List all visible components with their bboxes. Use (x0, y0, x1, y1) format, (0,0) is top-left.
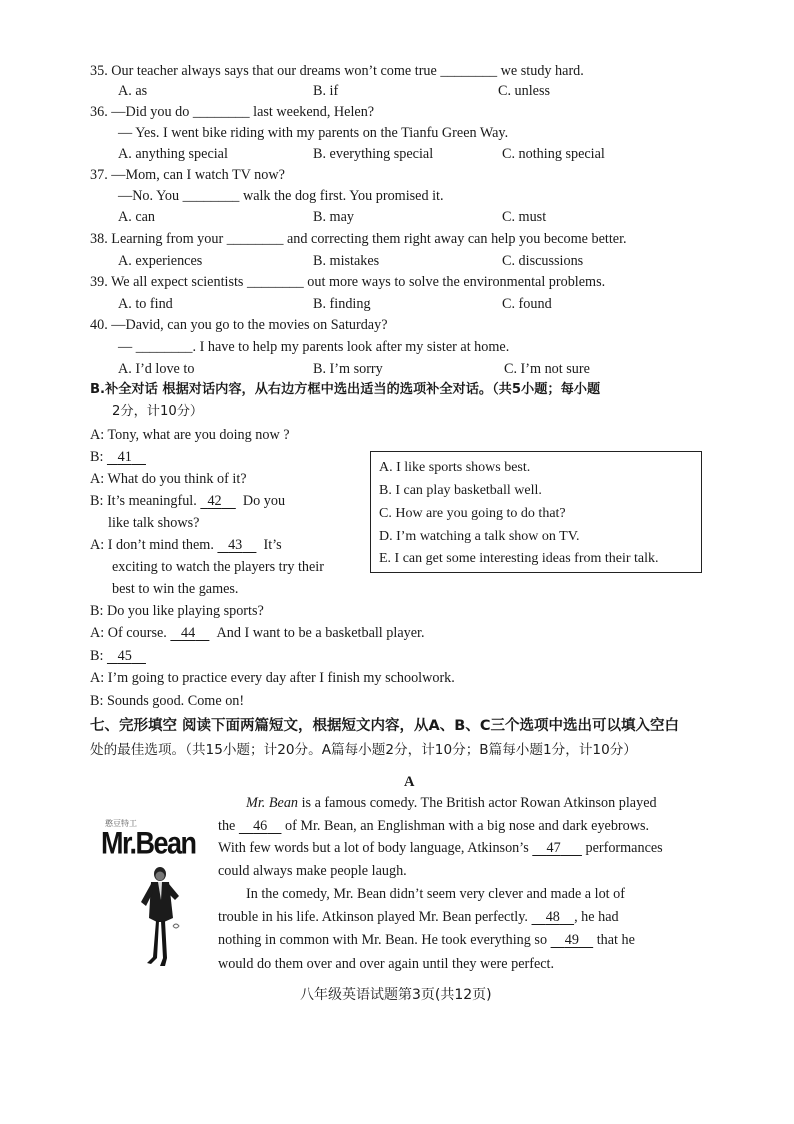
title-italic-mr-bean: Mr. Bean (246, 795, 299, 811)
passage-a-p2-line3 (218, 931, 635, 949)
blank-48 (532, 909, 575, 925)
q35-option-c: C. unless (498, 83, 551, 99)
q36-option-b: B. everything special (313, 146, 434, 162)
q35-option-a: A. as (118, 83, 148, 99)
p2-line2-rest: , he had (574, 909, 619, 925)
dialog-line-11-speaker: B: (90, 648, 107, 664)
dialog-line-3: A: What do you think of it? (90, 471, 247, 487)
p1-line3-rest: performances (581, 840, 663, 856)
section-b-heading-cont: 2分，计10分） (112, 404, 204, 419)
box-option-e: E. I can get some interesting ideas from their talk. (379, 551, 659, 566)
question-37-stem: 37. —Mom, can I watch TV now? (90, 167, 285, 183)
dialog-line-5: like talk shows? (108, 515, 200, 531)
blank-48-number: 48 (545, 909, 560, 925)
dialog-line-1: A: Tony, what are you doing now ? (90, 427, 290, 443)
blank-42-number: 42 (207, 493, 222, 509)
q40-option-b: B. I’m sorry (313, 361, 383, 377)
q35-option-b: B. if (313, 83, 339, 99)
q38-option-a: A. experiences (118, 253, 203, 269)
passage-a-p2-line2 (218, 908, 619, 926)
blank-44 (170, 625, 209, 641)
q39-option-a: A. to find (118, 296, 173, 312)
blank-41 (107, 449, 146, 465)
q37-option-c: C. must (502, 209, 547, 225)
section-b-heading (90, 381, 600, 399)
question-35-stem: 35. Our teacher always says that our dreams won’t come true ________ we study hard. (90, 63, 584, 79)
p1-line2-start: the (218, 818, 239, 834)
box-option-b: B. I can play basketball well. (379, 483, 542, 498)
q39-option-b: B. finding (313, 296, 371, 312)
p1-line1-text: is a famous comedy. The British actor Rowan Atkinson played (298, 795, 657, 811)
dialog-line-6 (90, 536, 282, 554)
passage-a-p1-line2 (218, 817, 649, 835)
passage-a-p1-line4: could always make people laugh. (218, 863, 407, 879)
dialog-line-6-text: A: I don’t mind them. (90, 537, 218, 553)
passage-a-p1-line3 (218, 839, 663, 857)
p1-line3-start: With few words but a lot of body language, Atkinson’s (218, 840, 533, 856)
q37-option-b: B. may (313, 209, 354, 225)
man-figure-icon (101, 818, 205, 974)
blank-45-number: 45 (117, 648, 132, 664)
passage-a-p2-line4: would do them over and over again until they were perfect. (218, 956, 555, 972)
box-option-d: D. I’m watching a talk show on TV. (379, 529, 580, 544)
p2-line3-rest: that he (593, 932, 635, 948)
dialog-line-10-text: A: Of course. (90, 625, 171, 641)
dialog-line-4 (90, 492, 285, 510)
blank-41-number: 41 (117, 449, 132, 465)
dialog-line-11 (90, 647, 146, 665)
dialog-line-2 (90, 448, 146, 466)
blank-46-number: 46 (253, 818, 268, 834)
mr-bean-logo (101, 818, 205, 974)
dialog-line-7: exciting to watch the players try their (112, 559, 324, 575)
dialog-line-2-speaker: B: (90, 449, 107, 465)
question-39-stem: 39. We all expect scientists ________ out more ways to solve the environmental problems. (90, 274, 606, 290)
blank-47 (532, 840, 582, 856)
dialog-line-10 (90, 624, 425, 642)
section-7-heading-cont: 处的最佳选项。（共15小题；计20分。A篇每小题2分，计10分；B篇每小题1分，计10分） (90, 742, 637, 758)
blank-45 (107, 648, 146, 664)
question-40-stem: 40. —David, can you go to the movies on Saturday? (90, 317, 388, 333)
dialog-line-4-text: B: It’s meaningful. (90, 493, 201, 509)
box-option-c: C. How are you going to do that? (379, 506, 566, 521)
dialog-line-8: best to win the games. (112, 581, 239, 597)
dialog-line-6-tail: It’s (263, 537, 282, 553)
q40-option-a: A. I’d love to (118, 361, 195, 377)
q40-option-c: C. I’m not sure (504, 361, 590, 377)
logo-wordmark: Mr.Bean (101, 826, 196, 861)
blank-47-number: 47 (546, 840, 561, 856)
q39-option-c: C. found (502, 296, 552, 312)
q36-option-a: A. anything special (118, 146, 228, 162)
question-36-stem: 36. —Did you do ________ last weekend, Helen? (90, 104, 375, 120)
passage-a-p2-line1: In the comedy, Mr. Bean didn’t seem very clever and made a lot of (246, 886, 625, 902)
blank-49-number: 49 (564, 932, 579, 948)
p2-line2-start: trouble in his life. Atkinson played Mr. Bean perfectly. (218, 909, 532, 925)
section-b-heading-text: B.补全对话 根据对话内容，从右边方框中选出适当的选项补全对话。（共5小题；每小题 (90, 382, 601, 397)
blank-49 (551, 932, 594, 948)
box-option-a: A. I like sports shows best. (379, 460, 531, 475)
blank-44-number: 44 (181, 625, 196, 641)
section-7-heading: 七、完形填空 阅读下面两篇短文，根据短文内容，从A、B、C三个选项中选出可以填入空白 (90, 718, 679, 734)
blank-42 (200, 493, 235, 509)
options-box (370, 451, 702, 573)
blank-43 (217, 537, 256, 553)
dialog-line-12: A: I’m going to practice every day after I finish my schoolwork. (90, 670, 455, 686)
p1-line2-rest: of Mr. Bean, an Englishman with a big nose and dark eyebrows. (281, 818, 650, 834)
dialog-line-9: B: Do you like playing sports? (90, 603, 264, 619)
blank-43-number: 43 (228, 537, 243, 553)
question-40-reply: — ________. I have to help my parents look after my sister at home. (118, 339, 510, 355)
blank-46 (239, 818, 282, 834)
page-footer: 八年级英语试题第3页(共12页) (300, 987, 492, 1003)
logo-caption: 憨豆特工 (105, 819, 137, 828)
question-38-stem: 38. Learning from your ________ and correcting them right away can help you become better. (90, 231, 627, 247)
q36-option-c: C. nothing special (502, 146, 605, 162)
p2-line3-start: nothing in common with Mr. Bean. He took everything so (218, 932, 551, 948)
dialog-line-13: B: Sounds good. Come on! (90, 693, 245, 709)
q38-option-b: B. mistakes (313, 253, 380, 269)
question-37-reply: —No. You ________ walk the dog first. You promised it. (118, 188, 444, 204)
question-36-reply: — Yes. I went bike riding with my parents on the Tianfu Green Way. (118, 125, 509, 141)
q38-option-c: C. discussions (502, 253, 584, 269)
passage-a-title: A (404, 774, 415, 790)
q37-option-a: A. can (118, 209, 156, 225)
passage-a-p1-line1 (246, 794, 657, 812)
dialog-line-4-tail: Do you (242, 493, 286, 509)
dialog-line-10-tail: And I want to be a basketball player. (216, 625, 425, 641)
